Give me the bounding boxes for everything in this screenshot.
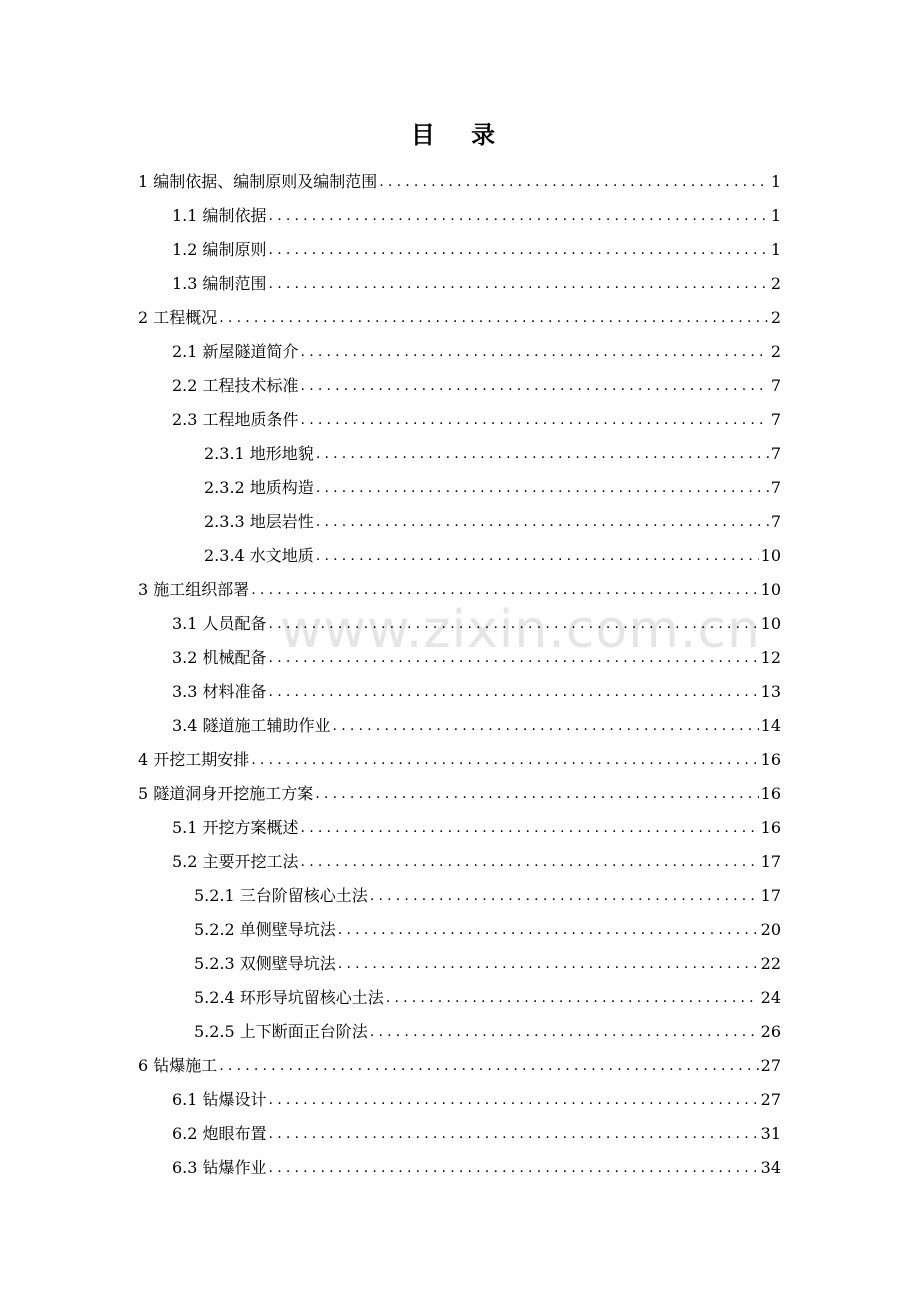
dot-leader <box>370 879 759 913</box>
toc-entry[interactable] <box>194 947 781 981</box>
toc-entry[interactable] <box>172 845 781 879</box>
toc-entry-label: 2.2 工程技术标准 <box>172 376 299 395</box>
toc-entry-label: 1.1 编制依据 <box>172 206 267 225</box>
dot-leader <box>370 1015 759 1049</box>
toc-entry-label: 6 钻爆施工 <box>138 1056 218 1075</box>
toc-entry[interactable] <box>172 1151 781 1185</box>
toc-entry-page-number: 1 <box>770 172 781 191</box>
toc-entry[interactable] <box>194 913 781 947</box>
toc-entry[interactable] <box>172 267 781 301</box>
toc-entry-page-number: 2 <box>770 308 781 327</box>
toc-entry-page-number: 31 <box>760 1124 781 1143</box>
dot-leader <box>269 233 769 267</box>
toc-entry-label: 3.3 材料准备 <box>172 682 267 701</box>
toc-entry[interactable] <box>172 1117 781 1151</box>
toc-entry[interactable] <box>204 437 781 471</box>
dot-leader <box>338 913 759 947</box>
toc-entry[interactable] <box>138 301 781 335</box>
toc-entry-page-number: 27 <box>760 1056 781 1075</box>
toc-entry-page-number: 20 <box>760 920 781 939</box>
toc-entry-label: 2.1 新屋隧道简介 <box>172 342 299 361</box>
toc-entry-page-number: 16 <box>760 784 781 803</box>
toc-entry[interactable] <box>172 403 781 437</box>
toc-entry-page-number: 24 <box>760 988 781 1007</box>
toc-entry-page-number: 1 <box>770 240 781 259</box>
toc-entry-label: 1.3 编制范围 <box>172 274 267 293</box>
toc-entry-page-number: 7 <box>770 444 781 463</box>
toc-entry[interactable] <box>138 743 781 777</box>
toc-entry-page-number: 10 <box>760 580 781 599</box>
toc-entry-label: 3.2 机械配备 <box>172 648 267 667</box>
dot-leader <box>338 947 759 981</box>
dot-leader <box>301 369 769 403</box>
toc-entry-label: 1.2 编制原则 <box>172 240 267 259</box>
dot-leader <box>219 301 769 335</box>
toc-entry-page-number: 26 <box>760 1022 781 1041</box>
watermark: www.zixin.com.cn <box>280 600 761 660</box>
toc-entry-page-number: 7 <box>770 512 781 531</box>
dot-leader <box>269 199 769 233</box>
dot-leader <box>269 267 769 301</box>
toc-entry[interactable] <box>138 165 781 199</box>
toc-entry[interactable] <box>194 981 781 1015</box>
toc-entry-label: 1 编制依据、编制原则及编制范围 <box>138 172 378 191</box>
toc-entry[interactable] <box>138 573 781 607</box>
dot-leader <box>301 845 759 879</box>
toc-entry-page-number: 1 <box>770 206 781 225</box>
toc-entry-label: 5.2.5 上下断面正台阶法 <box>194 1022 368 1041</box>
toc-entry-page-number: 7 <box>770 478 781 497</box>
dot-leader <box>269 1083 759 1117</box>
toc-entry-page-number: 7 <box>770 376 781 395</box>
toc-entry-label: 5.2.4 环形导坑留核心土法 <box>194 988 384 1007</box>
toc-entry-page-number: 2 <box>770 274 781 293</box>
dot-leader <box>386 981 759 1015</box>
toc-entry-label: 2 工程概况 <box>138 308 218 327</box>
toc-entry[interactable] <box>172 675 781 709</box>
toc-entry-page-number: 10 <box>760 614 781 633</box>
dot-leader <box>316 505 769 539</box>
toc-entry[interactable] <box>172 233 781 267</box>
toc-entry-page-number: 7 <box>770 410 781 429</box>
dot-leader <box>269 607 759 641</box>
toc-entry-label: 2.3 工程地质条件 <box>172 410 299 429</box>
toc-entry-page-number: 2 <box>770 342 781 361</box>
toc-entry-label: 2.3.1 地形地貌 <box>204 444 314 463</box>
dot-leader <box>269 1117 759 1151</box>
toc-entry[interactable] <box>204 471 781 505</box>
toc-entry-label: 6.2 炮眼布置 <box>172 1124 267 1143</box>
toc-entry[interactable] <box>172 811 781 845</box>
toc-entry[interactable] <box>172 1083 781 1117</box>
dot-leader <box>301 811 759 845</box>
dot-leader <box>269 641 759 675</box>
toc-entry[interactable] <box>172 199 781 233</box>
toc-entry[interactable] <box>172 641 781 675</box>
toc-entry-page-number: 12 <box>760 648 781 667</box>
toc-entry-page-number: 22 <box>760 954 781 973</box>
dot-leader <box>301 403 769 437</box>
dot-leader <box>379 165 769 199</box>
toc-entry-label: 5.2.3 双侧壁导坑法 <box>194 954 336 973</box>
toc-entry-label: 5.2 主要开挖工法 <box>172 852 299 871</box>
toc-entry-label: 5.1 开挖方案概述 <box>172 818 299 837</box>
toc-entry-page-number: 14 <box>760 716 781 735</box>
dot-leader <box>316 437 769 471</box>
toc-entry-label: 3.4 隧道施工辅助作业 <box>172 716 331 735</box>
dot-leader <box>316 539 759 573</box>
toc-entry[interactable] <box>194 1015 781 1049</box>
toc-entry-label: 5.2.2 单侧壁导坑法 <box>194 920 336 939</box>
toc-title: 目 录 <box>410 121 510 149</box>
toc-entry-label: 3 施工组织部署 <box>138 580 250 599</box>
dot-leader <box>316 471 769 505</box>
toc-entry[interactable] <box>172 335 781 369</box>
toc-entry-page-number: 13 <box>760 682 781 701</box>
toc-entry-label: 3.1 人员配备 <box>172 614 267 633</box>
toc-entry[interactable] <box>172 607 781 641</box>
toc-entry-page-number: 16 <box>760 818 781 837</box>
toc-entry-page-number: 16 <box>760 750 781 769</box>
toc-entry-label: 6.3 钻爆作业 <box>172 1158 267 1177</box>
toc-entry-page-number: 10 <box>760 546 781 565</box>
dot-leader <box>315 777 758 811</box>
toc-entry-label: 6.1 钻爆设计 <box>172 1090 267 1109</box>
dot-leader <box>251 743 758 777</box>
dot-leader <box>333 709 759 743</box>
toc-entry-label: 2.3.3 地层岩性 <box>204 512 314 531</box>
toc-entry-label: 5.2.1 三台阶留核心土法 <box>194 886 368 905</box>
toc-entry[interactable] <box>204 505 781 539</box>
toc-entry-label: 5 隧道洞身开挖施工方案 <box>138 784 314 803</box>
toc-entry[interactable] <box>138 777 781 811</box>
toc-entry-page-number: 17 <box>760 886 781 905</box>
dot-leader <box>219 1049 758 1083</box>
toc-entry-label: 4 开挖工期安排 <box>138 750 250 769</box>
toc-entry-page-number: 34 <box>760 1158 781 1177</box>
toc-entry-label: 2.3.2 地质构造 <box>204 478 314 497</box>
toc-entry[interactable] <box>172 369 781 403</box>
toc-entry-label: 2.3.4 水文地质 <box>204 546 314 565</box>
toc-entry[interactable] <box>194 879 781 913</box>
toc-entry[interactable] <box>172 709 781 743</box>
dot-leader <box>251 573 758 607</box>
dot-leader <box>301 335 769 369</box>
toc-entry[interactable] <box>138 1049 781 1083</box>
dot-leader <box>269 675 759 709</box>
toc-entry[interactable] <box>204 539 781 573</box>
dot-leader <box>269 1151 759 1185</box>
toc-entry-page-number: 17 <box>760 852 781 871</box>
toc-entry-page-number: 27 <box>760 1090 781 1109</box>
